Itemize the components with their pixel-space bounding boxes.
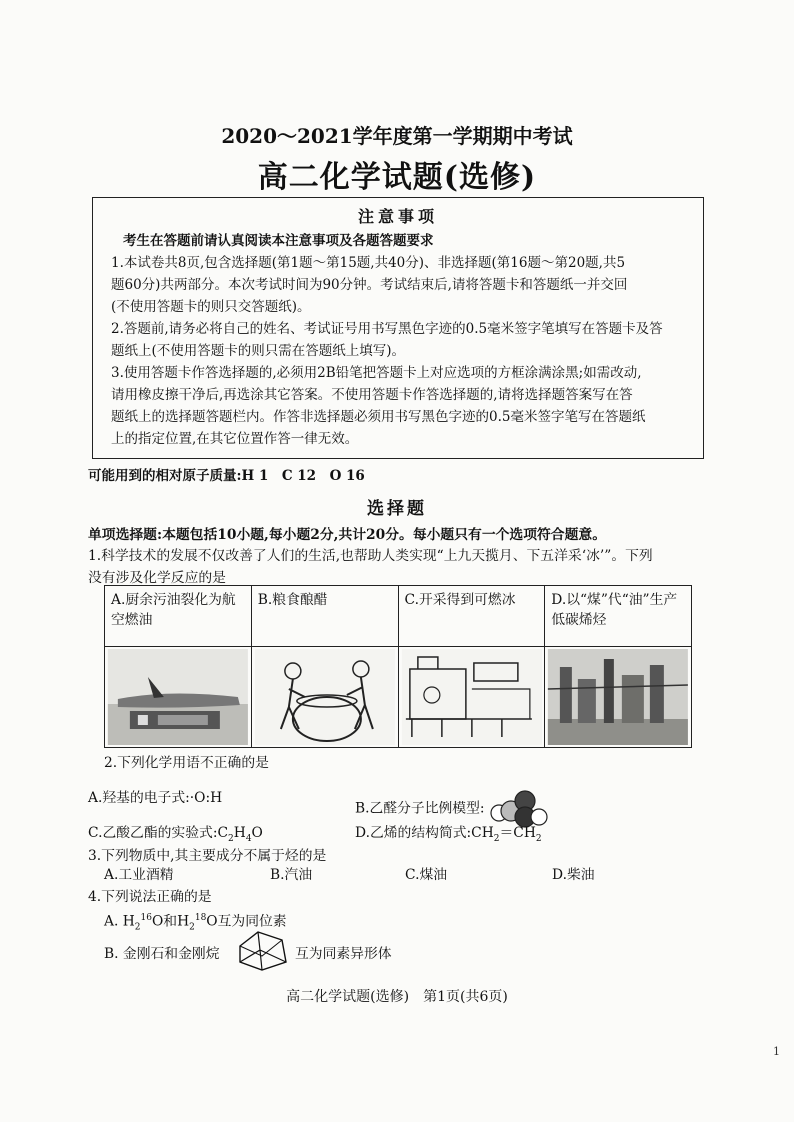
question-2-option-c: C.乙酸乙酯的实验式$:C_2H_4O$	[88, 825, 263, 844]
coal-plant-image	[547, 649, 689, 745]
option-d-mid: ＝CH	[499, 825, 536, 841]
superscript: 16	[140, 913, 152, 923]
question-1-line2: 没有涉及化学反应的是	[88, 570, 226, 586]
notice-title: 注意事项	[357, 207, 438, 226]
notice-line: 题纸上(不使用答题卡的则只需在答题纸上填写)。	[111, 343, 406, 359]
question-4-option-b-suffix: 互为同素异形体	[295, 946, 392, 962]
question-3-option-b: B.汽油	[270, 867, 313, 883]
section-title: 选择题	[367, 499, 427, 519]
notice-line: 题纸上的选择题答题栏内。作答非选择题必须用书写黑色字迹的0.5毫米签字笔写在答题纸	[111, 409, 646, 425]
superscript: 18	[194, 913, 207, 923]
question-3-option-a: A.工业酒精	[104, 867, 174, 883]
question-2-option-d	[355, 822, 542, 850]
option-d-text: D.乙烯的结构简式:CH	[355, 825, 494, 841]
drilling-platform-image	[401, 649, 543, 745]
option-a-label: A.厨余污油裂化为航空燃油	[105, 586, 252, 647]
option-d-label: D.以“煤”代“油”生产低碳烯烃	[545, 586, 692, 647]
subscript: 2	[228, 833, 234, 844]
notice-box	[92, 197, 704, 459]
option-b-label: B.粮食酿醋	[251, 586, 398, 647]
adamantane-structure-icon	[232, 926, 292, 974]
exam-title: 2020～2021学年度第一学期期中考试	[221, 124, 573, 148]
subscript: 4	[245, 833, 252, 844]
option-c-text: C.乙酸乙酯的实验式:C	[88, 825, 229, 841]
hydroxyl-formula: ·O:H	[189, 790, 223, 806]
notice-line: 2.答题前,请务必将自己的姓名、考试证号用书写黑色字迹的0.5毫米签字笔填写在答题卡及答	[111, 321, 663, 337]
notice-subtitle: 考生在答题前请认真阅读本注意事项及各题答题要求	[123, 233, 434, 249]
atomic-masses: 可能用到的相对原子质量:H 1 C 12 O 16	[88, 468, 365, 484]
notice-line: 1.本试卷共8页,包含选择题(第1题～第15题,共40分)、非选择题(第16题～第20题,共5	[111, 255, 626, 271]
notice-line: (不使用答题卡的则只交答题纸)。	[111, 299, 311, 315]
question-1-options-table	[104, 585, 692, 748]
airplane-image	[107, 649, 249, 745]
option-a-end: O互为同位素	[206, 913, 287, 930]
option-c-label: C.开采得到可燃冰	[398, 586, 545, 647]
option-b-text: B.乙醛分子比例模型:	[355, 800, 485, 817]
notice-line: 3.使用答题卡作答选择题的,必须用2B铅笔把答题卡上对应选项的方框涂满涂黑;如需改动,	[111, 365, 642, 381]
notice-line: 请用橡皮擦干净后,再选涂其它答案。不使用答题卡作答选择题的,请将选择题答案写在答	[111, 387, 633, 403]
option-a-text: A. H	[104, 913, 135, 930]
subscript: 2	[189, 922, 195, 933]
question-4-stem: 4.下列说法正确的是	[88, 889, 212, 905]
option-c-suffix: O	[251, 825, 263, 841]
question-2-option-a	[88, 787, 222, 809]
subscript: 2	[493, 833, 500, 844]
page-number: 1	[773, 1045, 780, 1058]
page-footer: 高二化学试题(选修) 第1页(共6页)	[286, 989, 508, 1005]
option-a-text: A.羟基的电子式:	[88, 790, 190, 806]
single-choice-intro: 单项选择题:本题包括10小题,每小题2分,共计20分。每小题只有一个选项符合题意。	[88, 527, 606, 543]
vinegar-brewing-image	[254, 649, 396, 745]
option-d-image	[545, 647, 692, 748]
subscript: 2	[134, 922, 141, 933]
question-2-stem: 2.下列化学用语不正确的是	[104, 755, 269, 771]
notice-line: 题60分)共两部分。本次考试时间为90分钟。考试结束后,请将答题卡和答题纸一并交回	[111, 277, 628, 293]
question-3-option-c: C.煤油	[405, 867, 448, 883]
option-a-mid: O和H	[151, 913, 190, 930]
option-c-image	[398, 647, 545, 748]
option-a-image	[105, 647, 252, 748]
subscript: 2	[535, 833, 542, 844]
notice-line: 上的指定位置,在其它位置作答一律无效。	[111, 431, 359, 447]
paper-title: 高二化学试题(选修)	[257, 160, 537, 195]
question-3-option-d: D.柴油	[552, 867, 595, 883]
question-1-line1: 1.科学技术的发展不仅改善了人们的生活,也帮助人类实现“上九天揽月、下五洋采‘冰’”。下列	[88, 548, 653, 564]
question-3-stem: 3.下列物质中,其主要成分不属于烃的是	[88, 848, 327, 864]
question-4-option-b: B. 金刚石和金刚烷	[104, 946, 220, 962]
option-b-image	[251, 647, 398, 748]
question-1	[88, 545, 708, 589]
